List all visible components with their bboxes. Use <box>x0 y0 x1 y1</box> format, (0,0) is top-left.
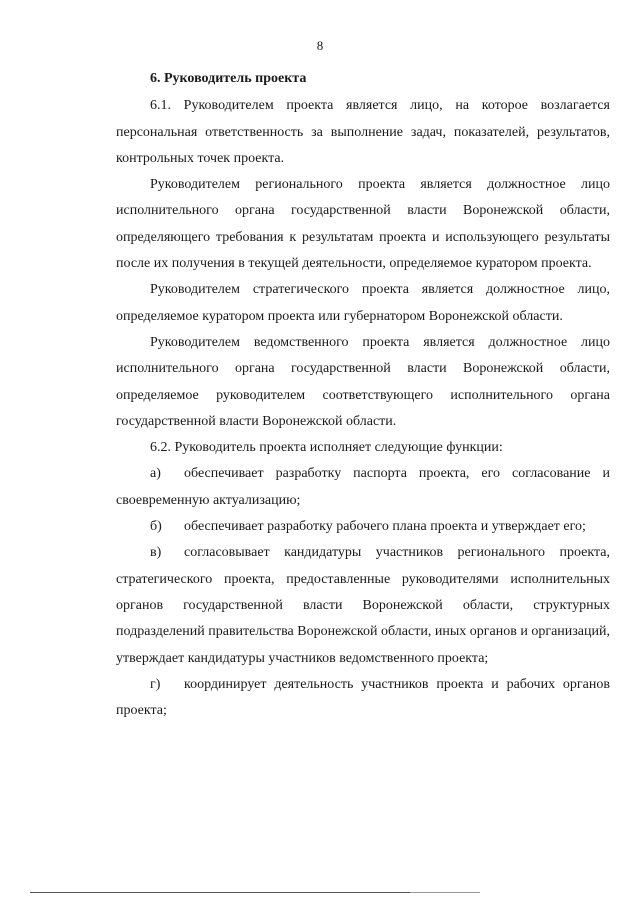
list-item-text: согласовывает кандидатуры участников регионального проекта, стратегического проекта, предоставленные руководителями исполнительных органов государственной власти Воронежской области, структурных подразделений правительства Воронежской области, иных органов и организаций, утверждает кандидатуры участников ведомственного проекта; <box>116 545 610 666</box>
paragraph-regional-project: Руководителем регионального проекта является должностное лицо исполнительного органа государственной власти Воронежской области, определяющего требования к результатам проекта и использующего результаты после их получения в текущей деятельности, определяемое куратором проекта. <box>116 177 610 272</box>
document-body <box>116 66 610 724</box>
list-marker: в) <box>150 545 162 561</box>
section-heading: 6. Руководитель проекта <box>150 71 307 86</box>
paragraph-strategic-project: Руководителем стратегического проекта является должностное лицо, определяемое куратором проекта или губернатором Воронежской области. <box>116 282 610 324</box>
paragraph-6-2: 6.2. Руководитель проекта исполняет следующие функции: <box>150 440 503 456</box>
list-marker: а) <box>150 466 161 482</box>
list-item <box>116 461 610 514</box>
list-item <box>116 514 610 540</box>
list-marker: г) <box>150 676 161 692</box>
footer-scan-line-faint <box>410 892 480 893</box>
page-number: 8 <box>316 38 324 53</box>
footer-scan-line <box>30 892 410 893</box>
list-item-text: обеспечивает разработку рабочего плана проекта и утверждает его; <box>184 519 586 535</box>
list-item <box>116 672 610 725</box>
paragraph-departmental-project: Руководителем ведомственного проекта является должностное лицо исполнительного органа государственной власти Воронежской области, определяемое руководителем соответствующего исполнительного органа государственной власти Воронежской области. <box>116 334 610 429</box>
list-item-text: обеспечивает разработку паспорта проекта, его согласование и своевременную актуализацию; <box>116 466 610 508</box>
list-marker: б) <box>150 519 162 535</box>
list-item <box>116 540 610 671</box>
paragraph-6-1: 6.1. Руководителем проекта является лицо, на которое возлагается персональная ответственность за выполнение задач, показателей, результатов, контрольных точек проекта. <box>116 98 610 166</box>
list-item-text: координирует деятельность участников проекта и рабочих органов проекта; <box>116 676 610 719</box>
